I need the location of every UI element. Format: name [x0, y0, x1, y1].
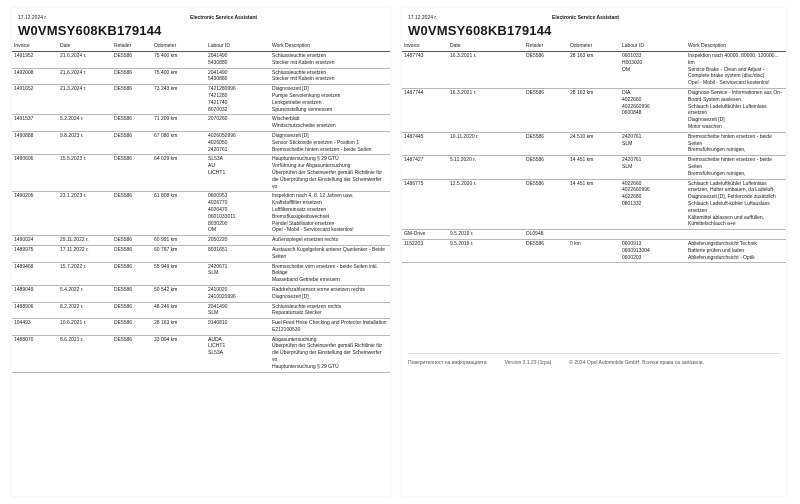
labour-id-cell — [206, 85, 270, 115]
work-description-line: Inspektion nach 4, 8, 12 Jahren usw. — [272, 193, 354, 200]
work-description-line: Luftfiltereinsatz ersetzen — [272, 206, 327, 213]
work-description-line: Fuel Feed Hose Checking and Protector Installation E212100530 — [272, 320, 387, 333]
work-description-line: Sensor Stickoxide ersetzen - Position 1 — [272, 139, 359, 146]
invoice-cell: 1152203 — [402, 239, 448, 262]
work-description-cell — [270, 262, 390, 285]
work-description-line: Überprüfen der Scheinwerfer gemäß Richtlinie für die Überprüfung der Einstellung der Scheinwerfer vo — [272, 169, 383, 190]
table-row — [12, 245, 390, 262]
report-page-left — [12, 8, 390, 496]
table-row — [12, 115, 390, 132]
invoice-cell: 1491537 — [12, 115, 58, 132]
invoice-cell: GM-Drive — [402, 230, 448, 240]
labour-id-cell — [206, 245, 270, 262]
labour-id: 2041490 — [208, 53, 228, 59]
odometer-cell: 14 451 km — [568, 156, 620, 179]
invoice-cell: 1489049 — [12, 285, 58, 302]
table-row — [402, 230, 786, 240]
service-history-table — [12, 42, 390, 373]
date-cell: 8.2.2022 г. — [58, 302, 112, 319]
col-labour-id: Labour ID — [620, 42, 686, 52]
work-description-cell — [270, 68, 390, 85]
privacy-info-link[interactable]: Поверителност на информацията — [408, 360, 487, 366]
labour-id: LICHT1 — [208, 343, 226, 350]
labour-id: 4022660 — [622, 180, 642, 187]
labour-id: SL53A — [208, 156, 224, 163]
odometer-cell: 71 209 km — [152, 115, 206, 132]
work-description-cell — [686, 239, 786, 262]
retailer-cell: DE5586 — [112, 85, 152, 115]
page-header — [402, 8, 786, 42]
labour-id: 2420671 — [208, 263, 228, 270]
date-cell: 16.3.2021 г. — [448, 52, 524, 89]
work-description-line: Schlauch Ladeluftkühler Lufteinlass ersetzen, Halter umbauen, da Ladeluft- — [688, 180, 775, 194]
retailer-cell: DE5586 — [112, 236, 152, 246]
version-label: Version 3.1.23 (1rpa) — [504, 360, 552, 366]
table-body — [12, 52, 390, 373]
odometer-cell: 64 029 km — [152, 155, 206, 192]
work-description-line: Vorführung zur Abgasuntersuchung — [272, 163, 351, 170]
labour-id: 0600913 — [622, 240, 642, 247]
labour-id: SLM — [622, 140, 633, 147]
invoice-cell: 104493 — [12, 319, 58, 336]
odometer-cell: 28 163 km — [568, 52, 620, 89]
service-history-table — [402, 42, 786, 263]
report-title: Electronic Service Assistant — [552, 15, 620, 21]
date-cell: 23.1.2023 г. — [58, 192, 112, 236]
invoice-cell: 1486775 — [402, 179, 448, 230]
labour-id: 2041490 — [208, 303, 228, 310]
date-cell: 15.5.2023 г. — [58, 155, 112, 192]
odometer-cell — [568, 230, 620, 240]
date-cell: 10.6.2021 г. — [58, 319, 112, 336]
work-description-cell — [686, 52, 786, 89]
labour-id-cell — [620, 156, 686, 179]
labour-id-cell — [620, 132, 686, 155]
labour-id: SLM — [208, 310, 219, 317]
labour-id: 0601033 — [622, 53, 642, 59]
work-description-cell — [270, 285, 390, 302]
retailer-cell: DE5586 — [112, 52, 152, 69]
invoice-cell: 1490888 — [12, 131, 58, 154]
labour-id-cell — [620, 52, 686, 89]
work-description-cell — [270, 302, 390, 319]
table-row — [12, 285, 390, 302]
work-description-line: Hauptuntersuchung § 29 GTÜ — [272, 156, 339, 163]
col-labour-id: Labour ID — [206, 42, 270, 52]
table-row — [12, 236, 390, 246]
retailer-cell: DE5586 — [524, 179, 568, 230]
odometer-cell: 28 163 km — [568, 88, 620, 132]
work-description-line: Pumpe Servolenkung ersetzen — [272, 92, 341, 99]
odometer-cell: 60 991 km — [152, 236, 206, 246]
labour-id-cell — [620, 179, 686, 230]
work-description-line: Raddrehzahlsensor vorne ersetzen rechts — [272, 286, 365, 293]
date-cell: 10.11.2020 г. — [448, 132, 524, 155]
table-row — [12, 155, 390, 192]
labour-id: DIA — [622, 89, 631, 96]
odometer-cell: 73 243 km — [152, 85, 206, 115]
work-description-cell — [270, 155, 390, 192]
retailer-cell: DE5586 — [524, 239, 568, 262]
work-description-line: Bremsscheibe hinten ersetzen - beide Seiten — [688, 157, 772, 170]
table-row — [12, 131, 390, 154]
invoice-cell: 1490606 — [12, 155, 58, 192]
retailer-cell: DE5586 — [112, 285, 152, 302]
invoice-cell: 1492008 — [12, 68, 58, 85]
odometer-cell: 61 808 km — [152, 192, 206, 236]
date-cell: 8.6.2021 г. — [58, 335, 112, 372]
date-cell: 9.5.2019 г. — [448, 239, 524, 262]
labour-id: 4022660996 — [622, 187, 650, 194]
work-description-line: Wischerblatt — [272, 116, 300, 123]
work-description-line: Ablieferungsdurchsicht - Optik — [688, 254, 755, 261]
work-description-cell — [270, 85, 390, 115]
labour-id: 0600953 — [208, 193, 228, 200]
report-title: Electronic Service Assistant — [190, 15, 258, 21]
odometer-cell: 50 542 km — [152, 285, 206, 302]
invoice-cell: 1488070 — [12, 335, 58, 372]
labour-id: 2050220 — [208, 237, 228, 244]
retailer-cell: DE5586 — [112, 245, 152, 262]
work-description-line: Diagnose-Service - Informationen aus On-Board-System auslesen. — [688, 89, 782, 103]
work-description-cell — [686, 88, 786, 132]
page-footer — [408, 353, 780, 366]
table-row — [12, 335, 390, 372]
work-description-cell — [686, 132, 786, 155]
col-work-description: Work Description — [686, 42, 786, 52]
work-description-line: Kraftstofffilter ersetzen — [272, 200, 322, 207]
work-description-line: Bremsführungen reinigen, — [688, 147, 746, 154]
col-retailer: Retailer — [524, 42, 568, 52]
retailer-cell: DE5586 — [524, 156, 568, 179]
work-description-line: Ablieferungsdurchsicht Technik — [688, 240, 757, 247]
table-row — [12, 302, 390, 319]
work-description-line: Austausch Kugelgelenk unterer Querlenker - Beide Seiten — [272, 246, 385, 260]
work-description-cell — [270, 335, 390, 372]
labour-id: H003020 — [622, 59, 643, 66]
work-description-line: Schlussleuchte ersetzen — [272, 69, 327, 76]
col-odometer: Odometer — [152, 42, 206, 52]
copyright-text: © 2024 Opel Automobile GmbH. Всички права са запазени. — [569, 360, 704, 366]
labour-id: 2420761 — [622, 157, 642, 164]
labour-id: SL53A — [208, 350, 224, 357]
invoice-cell: 1490024 — [12, 236, 58, 246]
labour-id: 2410020 — [208, 286, 228, 293]
table-row — [402, 52, 786, 89]
work-description-line: Überprüfen der Scheinwerfer gemäß Richtlinie für die Überprüfung der Einstellung der Scheinwerfer vo — [272, 343, 383, 364]
date-cell: 5.2.2024 г. — [58, 115, 112, 132]
col-retailer: Retailer — [112, 42, 152, 52]
odometer-cell: 0 km — [568, 239, 620, 262]
work-description-line: Opel - Mobil - Servicecard kostenlos! — [688, 80, 770, 87]
work-description-line: Diagnosezeit [D] — [272, 86, 309, 93]
labour-id: 7421740 — [208, 99, 228, 106]
date-cell: 29.11.2022 г. — [58, 236, 112, 246]
table-row — [402, 156, 786, 179]
labour-id-cell — [206, 262, 270, 285]
retailer-cell: DL0948 — [524, 230, 568, 240]
work-description-line: Diagnosezeit [D] — [272, 293, 309, 300]
work-description-cell — [270, 236, 390, 246]
work-description-line: Service Brake - Clean and Adjust - Complete brake system (disc/disc) — [688, 66, 765, 80]
work-description-line: Batterie prüfen und laden — [688, 247, 745, 254]
labour-id-cell — [206, 285, 270, 302]
work-description-line: Außenspiegel ersetzen rechts — [272, 237, 339, 244]
labour-id: OM — [208, 227, 217, 234]
date-cell: 17.11.2022 г. — [58, 245, 112, 262]
date-cell: 9.8.2023 г. — [58, 131, 112, 154]
date-cell: 21.6.2024 г. — [58, 52, 112, 69]
work-description-cell — [270, 115, 390, 132]
work-description-line: Abgasuntersuchung — [272, 336, 317, 343]
labour-id-cell — [620, 230, 686, 240]
odometer-cell: 75 400 km — [152, 68, 206, 85]
labour-id: 8030200 — [208, 220, 228, 227]
retailer-cell: DE5586 — [112, 155, 152, 192]
work-description-line: Kältemittel ablassen und auffüllen, Kümittelschlauch a+e — [688, 214, 765, 228]
odometer-cell: 60 787 km — [152, 245, 206, 262]
date-cell: 21.6.2024 г. — [58, 68, 112, 85]
table-row — [12, 319, 390, 336]
labour-id-cell — [620, 88, 686, 132]
work-description-line: Inspektion nach 40000, 80000, 120000... km — [688, 53, 779, 66]
invoice-cell: 1488906 — [12, 302, 58, 319]
labour-id: 0600913004 — [622, 247, 650, 254]
work-description-line: Bremsführungen reinigen, — [688, 170, 746, 177]
labour-id: 0600203 — [622, 254, 642, 261]
odometer-cell: 48 246 km — [152, 302, 206, 319]
col-odometer: Odometer — [568, 42, 620, 52]
labour-id: 5430880 — [208, 59, 228, 66]
labour-id: 9140810 — [208, 320, 228, 327]
work-description-line: Masseband Getriebe erneuern — [272, 277, 340, 284]
labour-id-cell — [206, 52, 270, 69]
invoice-cell: 1487445 — [402, 132, 448, 155]
col-invoice: Invoice — [12, 42, 58, 52]
labour-id: 2070260 — [208, 116, 228, 123]
table-header-row — [402, 42, 786, 52]
odometer-cell: 75 400 km — [152, 52, 206, 69]
labour-id: 4022660996 — [622, 103, 650, 110]
labour-id: 4026050996 — [208, 132, 236, 139]
work-description-cell — [270, 52, 390, 69]
work-description-line: Schlauch Ladeluftkühler Lufteinlass ersetzen — [688, 103, 767, 117]
labour-id: 2420761 — [622, 133, 642, 140]
invoice-cell: 1487427 — [402, 156, 448, 179]
labour-id: 4026770 — [208, 200, 228, 207]
odometer-cell: 28 163 km — [152, 319, 206, 336]
table-row — [402, 239, 786, 262]
invoice-cell: 1491952 — [12, 52, 58, 69]
labour-id: 2420761 — [208, 146, 228, 153]
labour-id: 4026050 — [208, 139, 228, 146]
invoice-cell: 1487744 — [402, 88, 448, 132]
labour-id: 0801332 — [622, 200, 642, 207]
labour-id: 7421280 — [208, 92, 228, 99]
date-cell: 9.5.2019 г. — [448, 230, 524, 240]
date-cell: 5.4.2022 г. — [58, 285, 112, 302]
date-cell: 12.5.2020 г. — [448, 179, 524, 230]
report-date: 17.12.2024 г. — [18, 15, 48, 21]
work-description-line: Windschutzscheibe ersetzen — [272, 123, 336, 130]
work-description-line: Spureinstellung vermessen — [272, 106, 333, 113]
work-description-line: Bremsflüssigkeitswechsel — [272, 213, 329, 220]
table-row — [12, 192, 390, 236]
labour-id-cell — [206, 192, 270, 236]
labour-id-cell — [206, 335, 270, 372]
labour-id-cell — [206, 302, 270, 319]
table-row — [402, 88, 786, 132]
page-header — [12, 8, 390, 42]
labour-id: 8070032 — [208, 106, 228, 113]
labour-id-cell — [206, 155, 270, 192]
labour-id-cell — [206, 68, 270, 85]
table-header-row — [12, 42, 390, 52]
retailer-cell: DE5586 — [112, 68, 152, 85]
invoice-cell: 1491652 — [12, 85, 58, 115]
work-description-line: Diagnosezeit [D], Fehlercode zusätzlich Schlauch Ladeluft-kühler Luftauslass ersetzen — [688, 194, 776, 214]
work-description-line: Diagnosezeit [D] — [272, 132, 309, 139]
odometer-cell: 55 949 km — [152, 262, 206, 285]
table-row — [12, 52, 390, 69]
retailer-cell: DE5586 — [112, 115, 152, 132]
odometer-cell: 24 510 km — [568, 132, 620, 155]
labour-id: AU — [208, 163, 215, 170]
work-description-line: Reparatursatz Stecker — [272, 310, 322, 317]
work-description-line: Hauptuntersuchung § 29 GTÜ — [272, 363, 339, 370]
work-description-cell — [270, 245, 390, 262]
labour-id: 2410020996 — [208, 293, 236, 300]
work-description-line: Stecker mit Kabeln ersetzen — [272, 59, 335, 66]
work-description-line: Schlussleuchte ersetzen — [272, 53, 327, 59]
vin-number: W0VMSY608KB179144 — [408, 23, 552, 38]
table-row — [12, 85, 390, 115]
odometer-cell: 33 094 km — [152, 335, 206, 372]
labour-id-cell — [206, 131, 270, 154]
labour-id: LICHT1 — [208, 169, 226, 176]
work-description-line: Diagnosezeit [D] — [688, 117, 725, 124]
work-description-line: Stecker mit Kabeln ersetzen — [272, 76, 335, 83]
date-cell: 15.7.2022 г. — [58, 262, 112, 285]
invoice-cell: 1490205 — [12, 192, 58, 236]
table-row — [402, 179, 786, 230]
work-description-line: Schlussleuchte ersetzen rechts — [272, 303, 342, 310]
labour-id-cell — [206, 236, 270, 246]
table-row — [12, 262, 390, 285]
labour-id: 4022660 — [622, 96, 642, 103]
labour-id: AUDA — [208, 336, 222, 343]
labour-id: 8031651 — [208, 246, 228, 253]
vin-number: W0VMSY608KB179144 — [18, 23, 162, 38]
odometer-cell: 14 451 km — [568, 179, 620, 230]
work-description-line: Motor waschen — [688, 123, 722, 130]
labour-id: 4020470 — [208, 206, 228, 213]
date-cell: 16.3.2021 г. — [448, 88, 524, 132]
retailer-cell: DE5586 — [112, 262, 152, 285]
retailer-cell: DE5586 — [112, 131, 152, 154]
retailer-cell: DE5586 — [112, 192, 152, 236]
labour-id: 5430880 — [208, 76, 228, 83]
work-description-line: Pendel Stabilisator ersetzen — [272, 220, 335, 227]
retailer-cell: DE5586 — [112, 319, 152, 336]
retailer-cell: DE5586 — [112, 302, 152, 319]
labour-id-cell — [620, 239, 686, 262]
labour-id: SLM — [622, 163, 633, 170]
work-description-cell — [270, 319, 390, 336]
col-invoice: Invoice — [402, 42, 448, 52]
labour-id-cell — [206, 319, 270, 336]
report-date: 17.12.2024 г. — [408, 15, 438, 21]
retailer-cell: DE5586 — [524, 88, 568, 132]
work-description-line: Opel - Mobil - Servicecard kostenlos! — [272, 227, 354, 234]
table-row — [12, 68, 390, 85]
invoice-cell: 1487743 — [402, 52, 448, 89]
labour-id: 4022680 — [622, 194, 642, 201]
work-description-cell — [686, 230, 786, 240]
date-cell: 21.3.2024 г. — [58, 85, 112, 115]
date-cell: 5.11.2020 г. — [448, 156, 524, 179]
retailer-cell: DE5586 — [112, 335, 152, 372]
labour-id: 0600848 — [622, 110, 642, 117]
work-description-cell — [270, 192, 390, 236]
work-description-line: Bremsscheibe hinten ersetzen - beide Seiten — [688, 133, 772, 147]
report-page-right — [402, 8, 786, 496]
invoice-cell: 1489975 — [12, 245, 58, 262]
work-description-line: Bremsscheibe hinten ersetzen - beide Seiten — [272, 146, 372, 153]
table-body — [402, 52, 786, 263]
retailer-cell: DE5586 — [524, 132, 568, 155]
work-description-cell — [686, 179, 786, 230]
labour-id: SLM — [208, 270, 219, 277]
col-date: Date — [448, 42, 524, 52]
retailer-cell: DE5586 — [524, 52, 568, 89]
work-description-cell — [686, 156, 786, 179]
odometer-cell: 67 080 km — [152, 131, 206, 154]
labour-id: 7421280996 — [208, 86, 236, 93]
work-description-cell — [270, 131, 390, 154]
table-row — [402, 132, 786, 155]
labour-id-cell — [206, 115, 270, 132]
invoice-cell: 1489468 — [12, 262, 58, 285]
work-description-line: Lenkgetriebe ersetzen — [272, 99, 322, 106]
col-work-description: Work Description — [270, 42, 390, 52]
labour-id: 2041490 — [208, 69, 228, 76]
labour-id: 0601033011 — [208, 213, 236, 220]
labour-id: OM — [622, 66, 631, 73]
col-date: Date — [58, 42, 112, 52]
work-description-line: Bremsscheibe vorn ersetzen - beide Seiten inkl. Beläge — [272, 263, 378, 277]
